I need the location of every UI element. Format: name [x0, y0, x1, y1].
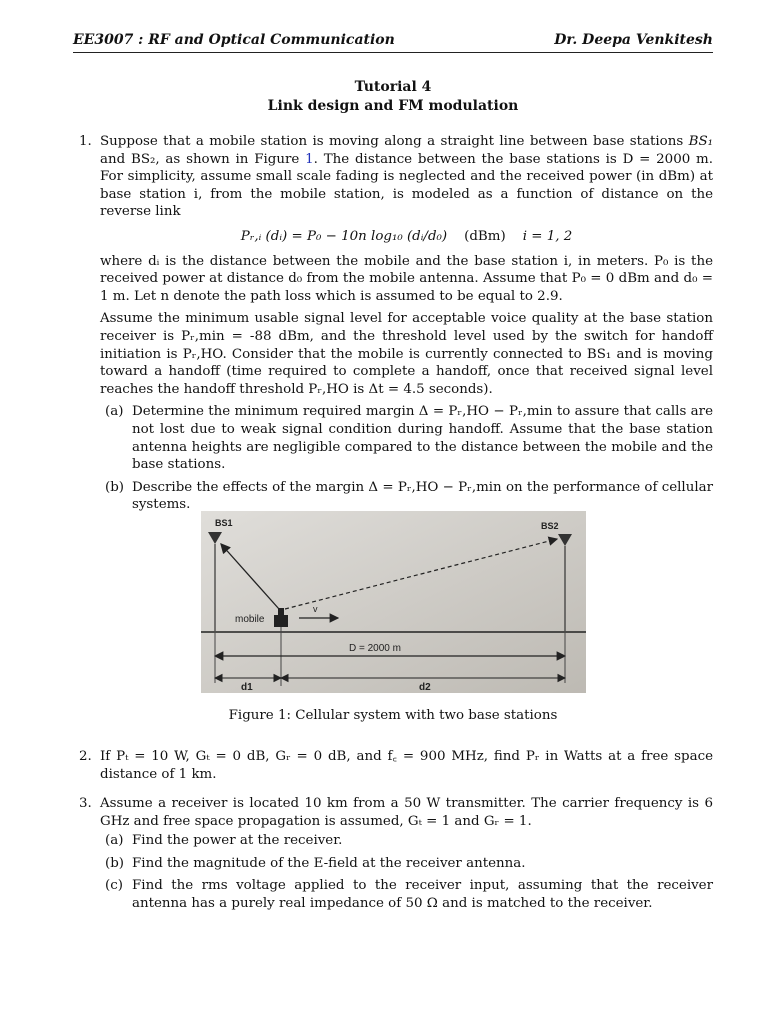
part-label: (a) — [105, 404, 124, 420]
q1-part-b — [100, 479, 713, 514]
q3-part-a — [100, 832, 713, 850]
author-name: Dr. Deepa Venkitesh — [554, 32, 713, 48]
question-2 — [73, 748, 713, 783]
page-header — [73, 30, 713, 53]
bs2-label: BS2 — [541, 521, 559, 531]
part-label: (b) — [105, 479, 125, 495]
q1-intro-b: and BS₂, as shown in Figure — [100, 151, 306, 167]
mobile-icon — [274, 615, 288, 627]
question-number: 2. — [79, 749, 92, 764]
figure-1 — [201, 511, 586, 693]
d1-label: d1 — [241, 682, 253, 693]
equation-main: Pᵣ,ᵢ (dᵢ) = P₀ − 10n log₁₀ (dᵢ/d₀) — [240, 228, 448, 244]
cellular-diagram — [201, 511, 586, 693]
q1-intro-c: . The distance between the base stations is D = 2000 m. For simplicity, assume small scale fading is neglected and the received power (in dBm) at base station i, from the mobile station, is modeled as a function of distance on the reverse link — [100, 151, 713, 220]
question-number: 1. — [79, 134, 92, 149]
mobile-antenna — [278, 608, 284, 616]
q2-text: If Pₜ = 10 W, Gₜ = 0 dB, Gᵣ = 0 dB, and f꜀ = 900 MHz, find Pᵣ in Watts at a free space distance of 1 km. — [100, 749, 713, 782]
part-text: Describe the effects of the margin Δ = Pᵣ,HO − Pᵣ,min on the performance of cellular systems. — [132, 479, 713, 513]
part-text: Find the rms voltage applied to the receiver input, assuming that the receiver antenna has a purely real impedance of 50 Ω and is matched to the receiver. — [132, 878, 713, 911]
distance-label: D = 2000 m — [349, 643, 401, 654]
question-1 — [73, 133, 713, 514]
tutorial-title — [73, 78, 713, 116]
question-number: 3. — [79, 796, 92, 811]
photo-shading — [201, 511, 586, 693]
part-text: Determine the minimum required margin Δ = Pᵣ,HO − Pᵣ,min to assure that calls are not lost due to weak signal condition during handoff. Assume that the base station antenna heights are negligible compared to the distance between the mobile and the base stations. — [132, 404, 713, 473]
figure-caption: Figure 1: Cellular system with two base stations — [228, 708, 558, 723]
q3-part-c — [100, 877, 713, 912]
q1-part-a — [100, 403, 713, 473]
figure-ref-link[interactable]: 1 — [305, 151, 314, 167]
path-loss-equation — [100, 228, 713, 246]
bs1-label: BS1 — [215, 518, 233, 528]
part-text: Find the power at the receiver. — [132, 833, 343, 849]
q1-intro — [100, 133, 713, 221]
equation-index: i = 1, 2 — [522, 228, 573, 244]
mobile-label: mobile — [235, 614, 265, 625]
part-label: (c) — [105, 878, 123, 894]
q3-part-b — [100, 855, 713, 873]
q1-intro-a: Suppose that a mobile station is moving along a straight line between base stations — [100, 134, 689, 149]
course-title: EE3007 : RF and Optical Communication — [73, 32, 395, 48]
q3-text: Assume a receiver is located 10 km from a 50 W transmitter. The carrier frequency is 6 GHz and free space propagation is assumed, Gₜ = 1 and Gᵣ = 1. — [100, 796, 713, 829]
equation-unit: (dBm) — [464, 228, 506, 244]
q1-bs1: BS₁ — [688, 134, 713, 149]
tutorial-topic: Link design and FM modulation — [267, 98, 519, 114]
d2-label: d2 — [419, 682, 431, 693]
q1-where: where dᵢ is the distance between the mobile and the base station i, in meters. P₀ is the received power at distance d₀ from the mobile antenna. Assume that P₀ = 0 dBm and d₀ = 1 m. Let n denote the path loss which is assumed to be equal to 2.9. — [100, 253, 713, 304]
part-label: (a) — [105, 833, 124, 849]
velocity-label: v — [313, 604, 318, 614]
part-text: Find the magnitude of the E-field at the receiver antenna. — [132, 855, 526, 871]
tutorial-number: Tutorial 4 — [354, 79, 432, 95]
q1-assume: Assume the minimum usable signal level for acceptable voice quality at the base station receiver is Pᵣ,min = -88 dBm, and the threshold level used by the switch for handoff initiation is Pᵣ,HO. Consider that the mobile is currently connected to BS₁ and is moving toward a handoff (time required to complete a handoff, once that received signal level reaches the handoff threshold Pᵣ,HO is Δt = 4.5 seconds). — [100, 311, 713, 397]
part-label: (b) — [105, 855, 125, 871]
question-3 — [73, 795, 713, 913]
